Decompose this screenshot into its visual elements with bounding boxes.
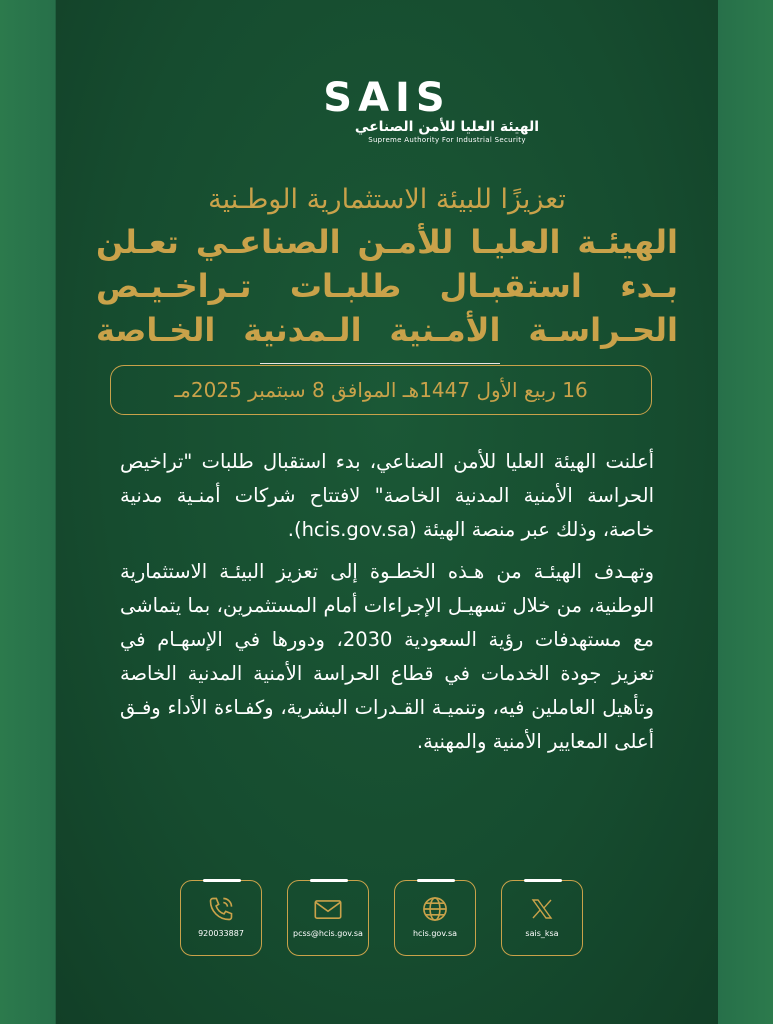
logo-arabic-name: الهيئة العليا للأمن الصناعي xyxy=(354,119,540,135)
mail-icon xyxy=(288,895,368,923)
headline-subtitle: تعزيزًا للبيئة الاستثمارية الوطـنية xyxy=(208,184,566,215)
contact-tab xyxy=(417,879,455,882)
contact-phone[interactable] xyxy=(180,880,262,956)
contact-email-label: pcss@hcis.gov.sa xyxy=(293,929,363,938)
contact-website-label: hcis.gov.sa xyxy=(412,929,458,938)
headline-line-2: بـدء استقبـال طلبـات تـراخـيـص xyxy=(96,267,678,305)
contact-tab xyxy=(203,879,241,882)
contact-tab xyxy=(310,879,348,882)
headline xyxy=(96,180,678,352)
headline-line-3: الحـراسـة الأمـنية الـمدنية الخـاصة xyxy=(96,311,678,349)
contact-row xyxy=(180,880,583,958)
body-paragraph-2: وتهـدف الهيئـة من هـذه الخطـوة إلى تعزيز البيئـة الاستثمارية الوطنية، من خلال تسهيـل الإجراءات أمام المستثمرين، بما يتماشى مع مستهدفات رؤية السعودية 2030، ودورها في الإسهـام في تعزيز جودة الخدمات في قطاع الحراسة الأمنية المدنية الخاصة وتأهيل العاملين فيه، وتنميـة القـدرات البشرية، وكفـاءة الأداء وفـق أعلى المعايير الأمنية والمهنية. xyxy=(120,560,654,753)
headline-line-1: الهيئـة العليـا للأمـن الصناعـي تعـلن xyxy=(96,223,678,261)
date-box: 16 ربيع الأول 1447هـ الموافق 8 سبتمبر 2025مـ xyxy=(110,365,652,415)
contact-tab xyxy=(524,879,562,882)
sais-logo xyxy=(56,75,718,144)
logo-mark: SAIS xyxy=(323,75,451,121)
contact-phone-label: 920033887 xyxy=(198,929,244,938)
contact-x-label: sais_ksa xyxy=(525,929,559,938)
announcement-body xyxy=(120,445,654,767)
contact-website[interactable] xyxy=(394,880,476,956)
contact-x[interactable] xyxy=(501,880,583,956)
globe-icon xyxy=(395,895,475,923)
phone-icon xyxy=(181,895,261,923)
announcement-card xyxy=(56,0,718,1024)
body-paragraph-1: أعلنت الهيئة العليا للأمن الصناعي، بدء استقبال طلبات "تراخيص الحراسة الأمنية المدنية الخاصة" لافتتاح شركات أمنـية مدنية خاصة، وذلك عبر منصة الهيئة (hcis.gov.sa). xyxy=(120,450,654,541)
contact-email[interactable] xyxy=(287,880,369,956)
logo-english-name: Supreme Authority For Industrial Security xyxy=(368,136,526,144)
x-icon xyxy=(502,895,582,923)
divider xyxy=(260,363,500,364)
